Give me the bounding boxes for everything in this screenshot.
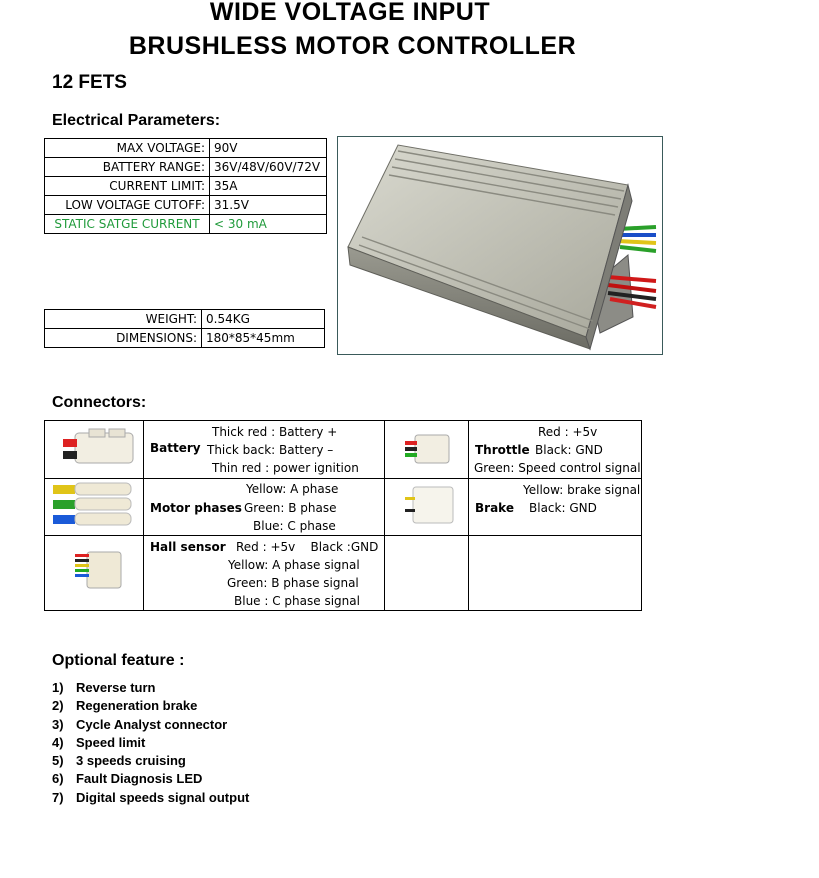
- feature-number: 1): [52, 680, 64, 695]
- throttle-label: Throttle: [475, 442, 530, 457]
- feature-text: Regeneration brake: [76, 698, 198, 714]
- title-line-1: WIDE VOLTAGE INPUT: [209, 0, 491, 26]
- motor-connector-desc: [144, 479, 385, 536]
- motor-line-2: Green: B phase: [244, 500, 337, 515]
- throttle-line-3: Green: Speed control signal: [474, 460, 641, 475]
- param-row: [45, 215, 327, 234]
- param-value: < 30 mA: [210, 215, 327, 234]
- feature-number: 7): [52, 789, 64, 805]
- param-label: CURRENT LIMIT:: [45, 177, 210, 196]
- param-row: [45, 158, 327, 177]
- feature-text: Reverse turn: [76, 680, 156, 695]
- battery-connector-icon: [45, 421, 143, 475]
- list-item: [52, 734, 249, 752]
- feature-text: Speed limit: [76, 734, 146, 750]
- brake-connector-desc: [469, 479, 642, 536]
- optional-heading: Optional feature :: [52, 652, 185, 669]
- param-value: 180*85*45mm: [202, 329, 325, 348]
- param-label: LOW VOLTAGE CUTOFF:: [45, 196, 210, 215]
- battery-line-3: Thin red : power ignition: [212, 460, 359, 475]
- feature-number: 4): [52, 734, 64, 750]
- param-label: DIMENSIONS:: [45, 329, 202, 348]
- empty-cell: [469, 536, 642, 611]
- controller-photo: [337, 136, 663, 355]
- brake-line-2: Black: GND: [529, 500, 597, 515]
- feature-number: 6): [52, 771, 64, 787]
- brake-connector-icon: [385, 479, 468, 532]
- param-row: [45, 329, 325, 348]
- feature-text: 3 speeds cruising: [76, 753, 186, 769]
- table-row: [45, 421, 642, 479]
- brake-line-1: Yellow: brake signal: [523, 482, 641, 497]
- feature-number: 3): [52, 716, 64, 732]
- param-row: [45, 196, 327, 215]
- list-item: [52, 697, 249, 715]
- throttle-line-2: Black: GND: [535, 442, 603, 457]
- motor-phase-connector-icon: [45, 479, 143, 532]
- hall-connector-desc: [144, 536, 385, 611]
- motor-label: Motor phases: [150, 500, 242, 515]
- hall-connector-cell: [45, 536, 144, 611]
- hall-line-2: Yellow: A phase signal: [228, 557, 360, 572]
- param-row: [45, 139, 327, 158]
- throttle-connector-desc: [469, 421, 642, 479]
- motor-line-1: Yellow: A phase: [246, 481, 339, 496]
- table-row: [45, 536, 642, 611]
- hall-line-4: Blue : C phase signal: [234, 593, 360, 608]
- list-item: [52, 789, 249, 807]
- list-item: [52, 770, 249, 788]
- list-item: [52, 752, 249, 770]
- electrical-heading: Electrical Parameters:: [52, 112, 221, 129]
- title-line-2: BRUSHLESS MOTOR CONTROLLER: [128, 32, 577, 60]
- param-row: [45, 177, 327, 196]
- param-value: 90V: [210, 139, 327, 158]
- list-item: [52, 679, 249, 697]
- feature-number: 5): [52, 753, 64, 769]
- param-value: 35A: [210, 177, 327, 196]
- param-label: MAX VOLTAGE:: [45, 139, 210, 158]
- feature-number: 2): [52, 698, 64, 714]
- feature-list: [52, 679, 249, 807]
- electrical-params-table: [44, 138, 327, 234]
- feature-text: Fault Diagnosis LED: [76, 771, 203, 787]
- hall-line-3: Green: B phase signal: [227, 575, 359, 590]
- hall-label: Hall sensor: [150, 539, 226, 554]
- param-row: [45, 310, 325, 329]
- connectors-heading: Connectors:: [52, 394, 147, 411]
- fets-heading: 12 FETS: [52, 72, 127, 93]
- brake-label: Brake: [475, 500, 514, 515]
- battery-label: Battery: [150, 440, 201, 455]
- empty-cell: [385, 536, 469, 611]
- hall-sensor-connector-icon: [45, 536, 143, 607]
- battery-line-1: Thick red : Battery +: [212, 424, 338, 439]
- throttle-connector-icon: [385, 421, 468, 475]
- motor-line-3: Blue: C phase: [253, 518, 336, 533]
- motor-connector-cell: [45, 479, 144, 536]
- param-label: BATTERY RANGE:: [45, 158, 210, 177]
- battery-connector-desc: [144, 421, 385, 479]
- brake-connector-cell: [385, 479, 469, 536]
- connectors-table: [44, 420, 642, 611]
- throttle-line-1: Red : +5v: [538, 424, 598, 439]
- table-row: [45, 479, 642, 536]
- battery-connector-cell: [45, 421, 144, 479]
- feature-text: Digital speeds signal output: [76, 789, 250, 805]
- param-label: WEIGHT:: [45, 310, 202, 329]
- list-item: [52, 716, 249, 734]
- hall-line-1: Red : +5v Black :GND: [236, 539, 379, 554]
- param-value: 36V/48V/60V/72V: [210, 158, 327, 177]
- param-value: 0.54KG: [202, 310, 325, 329]
- feature-text: Cycle Analyst connector: [76, 716, 228, 732]
- param-value: 31.5V: [210, 196, 327, 215]
- throttle-connector-cell: [385, 421, 469, 479]
- param-label: STATIC SATGE CURRENT: [45, 215, 210, 234]
- controller-illustration: [338, 137, 662, 354]
- physical-params-table: [44, 309, 325, 348]
- battery-line-2: Thick back: Battery –: [207, 442, 334, 457]
